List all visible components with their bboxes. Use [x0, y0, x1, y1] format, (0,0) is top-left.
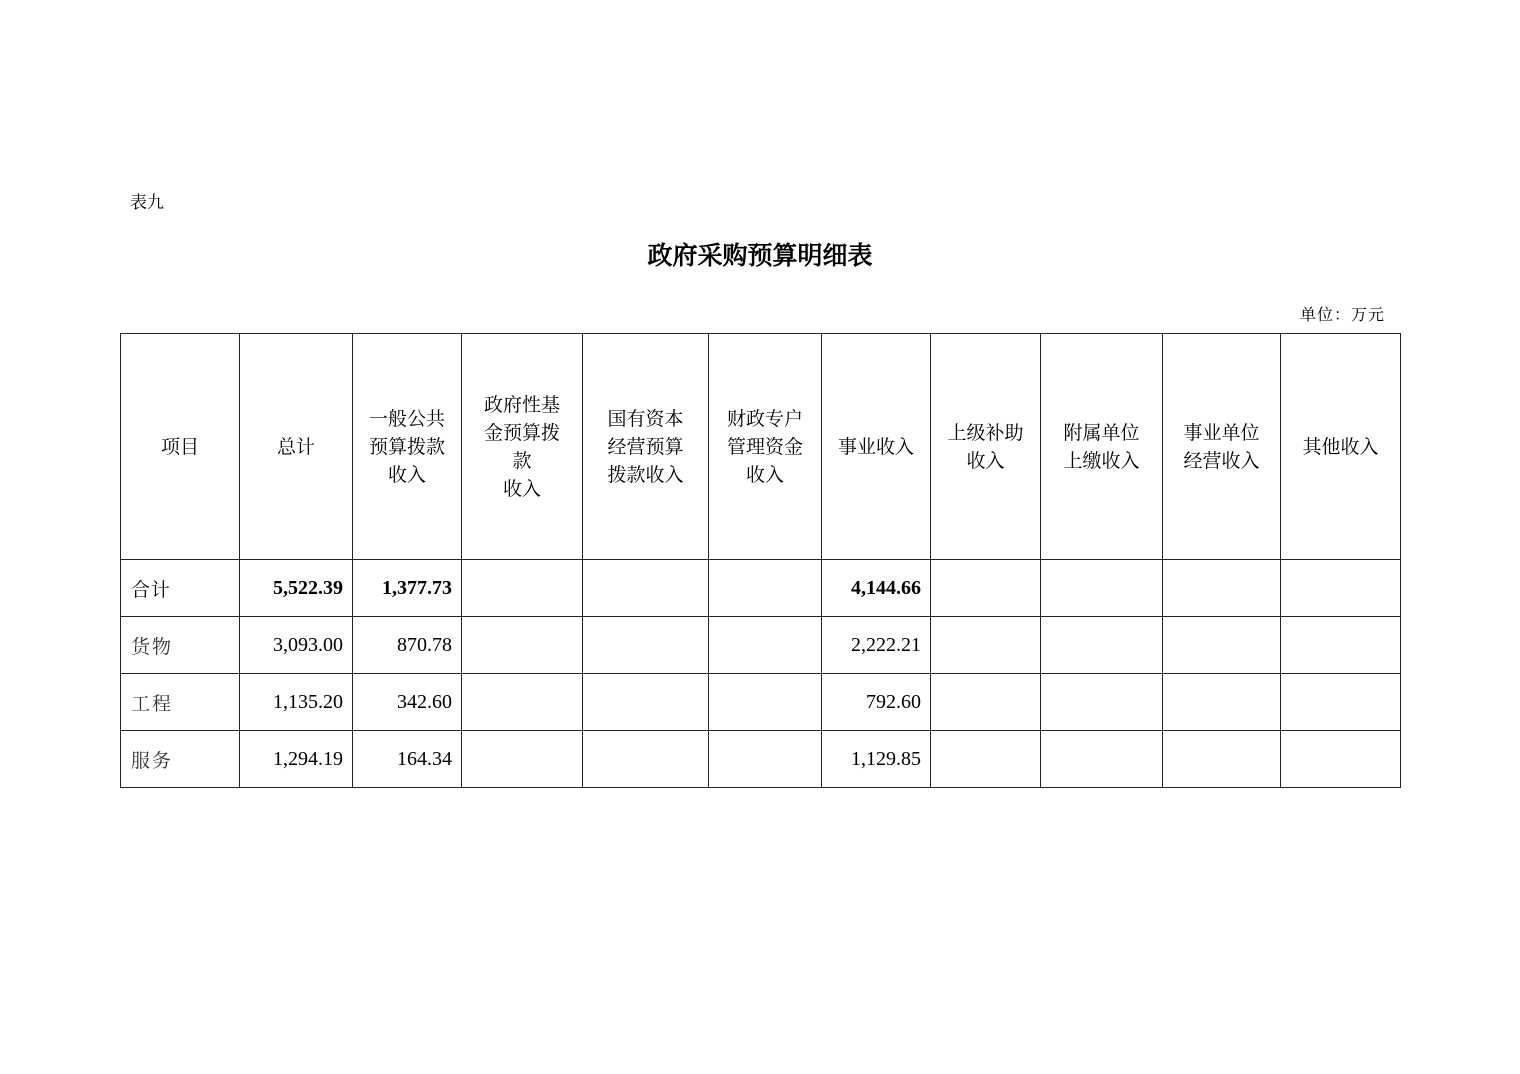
table-cell — [583, 560, 709, 617]
table-cell — [1163, 674, 1281, 731]
header-general-public-budget — [353, 334, 462, 560]
table-cell — [931, 731, 1041, 788]
table-cell — [462, 731, 583, 788]
header-line: 管理资金 — [726, 435, 803, 458]
table-cell: 870.78 — [353, 617, 462, 674]
header-line: 金预算拨 — [483, 421, 560, 444]
table-cell — [462, 617, 583, 674]
table-cell — [1281, 560, 1401, 617]
header-line: 其他收入 — [1302, 435, 1379, 458]
table-cell — [931, 617, 1041, 674]
table-cell — [1163, 731, 1281, 788]
unit-label: 单位：万元 — [1300, 305, 1386, 324]
header-state-capital-budget — [583, 334, 709, 560]
header-line: 收入 — [966, 449, 1005, 472]
header-line: 上级补助 — [947, 421, 1024, 444]
header-other-income — [1281, 334, 1401, 560]
header-line: 收入 — [387, 463, 426, 486]
table-cell — [1281, 674, 1401, 731]
table-cell: 1,294.19 — [240, 731, 353, 788]
table-cell — [583, 617, 709, 674]
table-number-label: 表九 — [130, 193, 164, 213]
header-institution-operating-income — [1163, 334, 1281, 560]
header-fiscal-special-account — [709, 334, 822, 560]
table-cell — [1163, 560, 1281, 617]
table-cell — [931, 560, 1041, 617]
table-cell — [1281, 731, 1401, 788]
table-cell — [1041, 731, 1163, 788]
header-item — [121, 334, 240, 560]
table-cell — [709, 731, 822, 788]
table-cell: 792.60 — [822, 674, 931, 731]
header-business-income — [822, 334, 931, 560]
table-cell — [709, 617, 822, 674]
table-header-row — [121, 334, 1401, 560]
table-cell: 342.60 — [353, 674, 462, 731]
table-row-services — [121, 731, 1401, 788]
table-cell — [462, 560, 583, 617]
header-line: 经营收入 — [1183, 449, 1260, 472]
header-total — [240, 334, 353, 560]
row-label: 工程 — [121, 674, 240, 731]
table-cell: 1,135.20 — [240, 674, 353, 731]
header-line: 收入 — [502, 477, 541, 500]
table-row-goods — [121, 617, 1401, 674]
table-cell: 1,129.85 — [822, 731, 931, 788]
table-cell — [931, 674, 1041, 731]
table-cell — [1041, 674, 1163, 731]
header-line: 上缴收入 — [1063, 449, 1140, 472]
header-government-fund-budget — [462, 334, 583, 560]
header-line: 事业收入 — [837, 435, 914, 458]
table-cell: 164.34 — [353, 731, 462, 788]
header-line: 事业单位 — [1183, 421, 1260, 444]
row-label: 服务 — [121, 731, 240, 788]
table-cell — [1281, 617, 1401, 674]
header-line: 财政专户 — [726, 407, 803, 430]
table-cell — [1163, 617, 1281, 674]
header-line: 一般公共 — [368, 407, 445, 430]
header-affiliated-unit-payment — [1041, 334, 1163, 560]
table-cell: 1,377.73 — [353, 560, 462, 617]
header-line: 国有资本 — [607, 407, 684, 430]
document-title: 政府采购预算明细表 — [647, 241, 873, 270]
header-line: 款 — [512, 449, 532, 472]
procurement-budget-table — [120, 333, 1401, 788]
table-cell — [583, 674, 709, 731]
table-cell — [709, 560, 822, 617]
table-cell — [583, 731, 709, 788]
header-line: 总计 — [276, 435, 315, 458]
row-label: 合计 — [121, 560, 240, 617]
table-cell: 4,144.66 — [822, 560, 931, 617]
table-row-total — [121, 560, 1401, 617]
table-cell — [1041, 617, 1163, 674]
table-cell — [1041, 560, 1163, 617]
table-cell: 5,522.39 — [240, 560, 353, 617]
header-superior-subsidy — [931, 334, 1041, 560]
table-cell — [709, 674, 822, 731]
header-line: 预算拨款 — [368, 435, 445, 458]
table-cell: 3,093.00 — [240, 617, 353, 674]
table-row-engineering — [121, 674, 1401, 731]
header-line: 政府性基 — [483, 393, 560, 416]
header-line: 附属单位 — [1063, 421, 1140, 444]
header-line: 经营预算 — [607, 435, 684, 458]
row-label: 货物 — [121, 617, 240, 674]
table-cell: 2,222.21 — [822, 617, 931, 674]
header-line: 拨款收入 — [607, 463, 684, 486]
header-line: 项目 — [160, 435, 199, 458]
table-cell — [462, 674, 583, 731]
header-line: 收入 — [745, 463, 784, 486]
